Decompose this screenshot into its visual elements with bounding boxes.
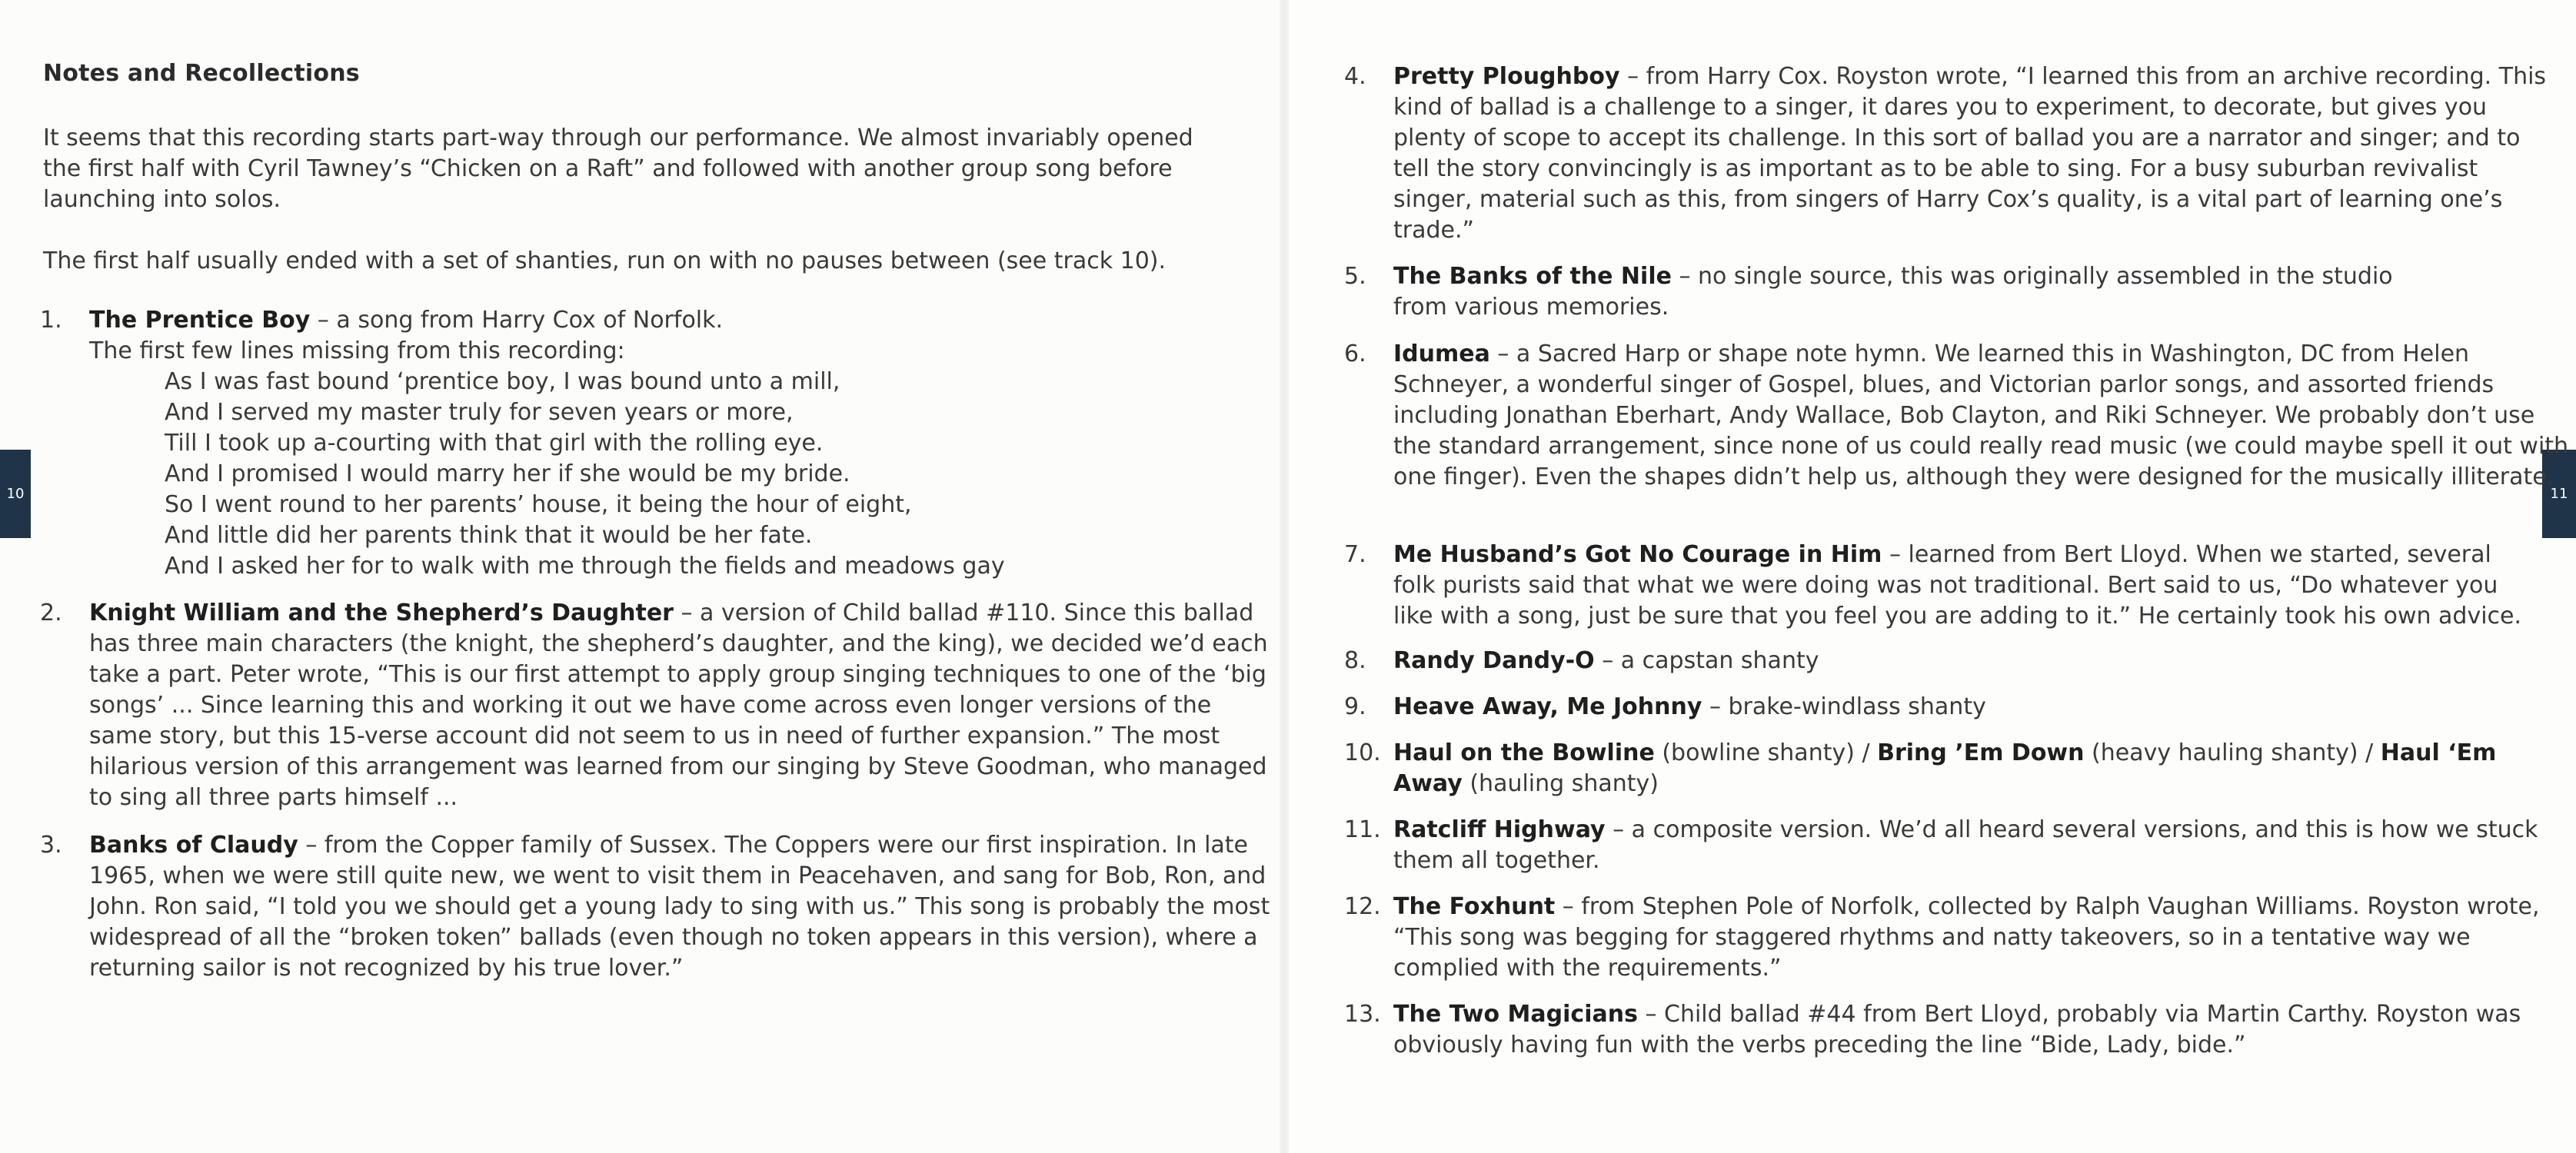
track-title: Ratcliff Highway bbox=[1393, 816, 1606, 843]
track-description: – from Stephen Pole of Norfolk, collected by Ralph Vaughan Williams. Royston wrote, “This song was begging for staggered rhythms and natty takeovers, so in a tentative way we complied with the requirements.” bbox=[1393, 893, 2540, 982]
track-title: Knight William and the Shepherd’s Daughter bbox=[89, 600, 674, 626]
track-description: – from the Copper family of Sussex. The Coppers were our first inspiration. In late 1965, when we were still quite new, we went to visit them in Peacehaven, and sang for Bob, Ron, and John. Ron said, “I told you we should get a young lady to sing with us.” This song is probably the most widespread of all the “broken token” ballads (even though no token appears in this version), where a returning sailor is not recognized by his true lover.” bbox=[89, 832, 1270, 982]
track-description: – a song from Harry Cox of Norfolk. bbox=[310, 307, 724, 334]
track-title: Haul on the Bowline bbox=[1393, 739, 1655, 766]
track-description: (bowline shanty) / bbox=[1654, 739, 1878, 766]
track-number: 12. bbox=[1344, 893, 1381, 920]
track-note-body bbox=[1393, 692, 2547, 723]
page-number-tab-left bbox=[0, 450, 31, 538]
intro-paragraph-2: The first half usually ended with a set of shanties, run on with no pauses between (see track 10). bbox=[43, 248, 1167, 274]
track-description: – a capstan shanty bbox=[1594, 647, 1819, 674]
verse-line: And little did her parents think that it would be her fate. bbox=[165, 522, 813, 549]
page-heading: Notes and Recollections bbox=[43, 60, 360, 87]
track-number: 10. bbox=[1344, 739, 1381, 766]
track-number: 13. bbox=[1344, 1001, 1381, 1028]
track-number: 8. bbox=[1344, 647, 1366, 674]
track-note-body bbox=[89, 305, 1273, 582]
track-title: Randy Dandy-O bbox=[1393, 647, 1595, 674]
verse-line: As I was fast bound ‘prentice boy, I was bound unto a mill, bbox=[165, 368, 840, 395]
track-note-body bbox=[1393, 339, 2576, 493]
track-title: Idumea bbox=[1393, 341, 1490, 367]
verse-lead: The first few lines missing from this recording: bbox=[89, 337, 625, 364]
track-title: The Banks of the Nile bbox=[1393, 263, 1672, 290]
track-note-body bbox=[1393, 738, 2547, 799]
track-title: The Two Magicians bbox=[1393, 1001, 1638, 1028]
track-number: 9. bbox=[1344, 693, 1366, 720]
track-number: 5. bbox=[1344, 263, 1366, 290]
track-number: 1. bbox=[40, 307, 62, 334]
verse-line: And I asked her for to walk with me through the fields and meadows gay bbox=[165, 553, 1005, 580]
verse-line: And I promised I would marry her if she would be my bride. bbox=[165, 460, 850, 487]
track-description: – a composite version. We’d all heard several versions, and this is how we stuck them all together. bbox=[1393, 816, 2538, 874]
track-title: The Foxhunt bbox=[1393, 893, 1556, 920]
track-description-2: (heavy hauling shanty) / bbox=[2084, 739, 2381, 766]
track-number: 2. bbox=[40, 600, 62, 626]
track-description: – no single source, this was originally assembled in the studio from various memories. bbox=[1393, 263, 2393, 321]
track-description: – from Harry Cox. Royston wrote, “I learned this from an archive recording. This kind of ballad is a challenge to a singer, it dares you to experiment, to decorate, but gives you plenty of scope to accept its challenge. In this sort of ballad you are a narrator and singer; and to tell the story convincingly is as important as to be able to sing. For a busy suburban revivalist singer, material such as this, from singers of Harry Cox’s quality, is a vital part of learning one’s trade.” bbox=[1393, 63, 2547, 244]
verse-block bbox=[165, 367, 1273, 582]
track-number: 3. bbox=[40, 832, 62, 859]
track-title: Pretty Ploughboy bbox=[1393, 63, 1620, 90]
verse-line: And I served my master truly for seven years or more, bbox=[165, 399, 794, 426]
track-note-body bbox=[1393, 815, 2547, 876]
track-description: – learned from Bert Lloyd. When we started, several folk purists said that what we were doing was not traditional. Bert said to us, “Do whatever you like with a song, just be sure that you feel you are adding to it.” He certainly took his own advice. bbox=[1393, 541, 2522, 630]
track-number: 7. bbox=[1344, 541, 1366, 568]
track-note-body bbox=[1393, 892, 2547, 984]
track-title: Heave Away, Me Johnny bbox=[1393, 693, 1702, 720]
page-number-left: 10 bbox=[6, 486, 25, 502]
track-description: – a Sacred Harp or shape note hymn. We learned this in Washington, DC from Helen Schneyer, a wonderful singer of Gospel, blues, and Victorian parlor songs, and assorted friends including Jonathan Eberhart, Andy Wallace, Bob Clayton, and Riki Schneyer. We probably don’t use the standard arrangement, since none of us could really read music (we could maybe spell it out with one finger). Even the shapes didn’t help us, although they were designed for the musically illiterate. bbox=[1393, 341, 2569, 490]
track-note-body bbox=[1393, 999, 2547, 1061]
track-note-body bbox=[1393, 540, 2531, 632]
page-number-right: 11 bbox=[2550, 486, 2568, 502]
book-gutter bbox=[1280, 0, 1289, 1153]
track-number: 11. bbox=[1344, 816, 1381, 843]
track-title-3: Haul ‘Em Away bbox=[1393, 739, 2497, 797]
track-number: 4. bbox=[1344, 63, 1366, 90]
track-description: – a version of Child ballad #110. Since this ballad has three main characters (the knight, the shepherd’s daughter, and the king), we decided we’d each take a part. Peter wrote, “This is our first attempt to apply group singing techniques to one of the ‘big songs’ ... Since learning this and working it out we have come across even longer versions of the same story, but this 15-verse account did not seem to us in need of further expansion.” The most hilarious version of this arrangement was learned from our singing by Steve Goodman, who managed to sing all three parts himself ... bbox=[89, 600, 1268, 811]
track-description: – Child ballad #44 from Bert Lloyd, probably via Martin Carthy. Royston was obviously having fun with the verbs preceding the line “Bide, Lady, bide.” bbox=[1393, 1001, 2521, 1058]
verse-line: So I went round to her parents’ house, it being the hour of eight, bbox=[165, 491, 912, 518]
track-description-3: (hauling shanty) bbox=[1462, 770, 1659, 797]
track-note-body bbox=[89, 830, 1273, 984]
track-number: 6. bbox=[1344, 341, 1366, 367]
track-description: – brake-windlass shanty bbox=[1702, 693, 1986, 720]
track-note-body bbox=[1393, 61, 2547, 246]
intro-paragraph-1: It seems that this recording starts part-way through our performance. We almost invariably opened the first half with Cyril Tawney’s “Chicken on a Raft” and followed with another group song before launching into solos. bbox=[43, 125, 1193, 213]
verse-line: Till I took up a-courting with that girl with the rolling eye. bbox=[165, 430, 824, 457]
track-title: The Prentice Boy bbox=[89, 307, 311, 334]
track-note-body bbox=[89, 598, 1273, 813]
track-note-body bbox=[1393, 261, 2439, 323]
track-title: Me Husband’s Got No Courage in Him bbox=[1393, 541, 1882, 568]
track-title-2: Bring ’Em Down bbox=[1877, 739, 2085, 766]
track-note-body bbox=[1393, 646, 2547, 676]
track-title: Banks of Claudy bbox=[89, 832, 298, 859]
